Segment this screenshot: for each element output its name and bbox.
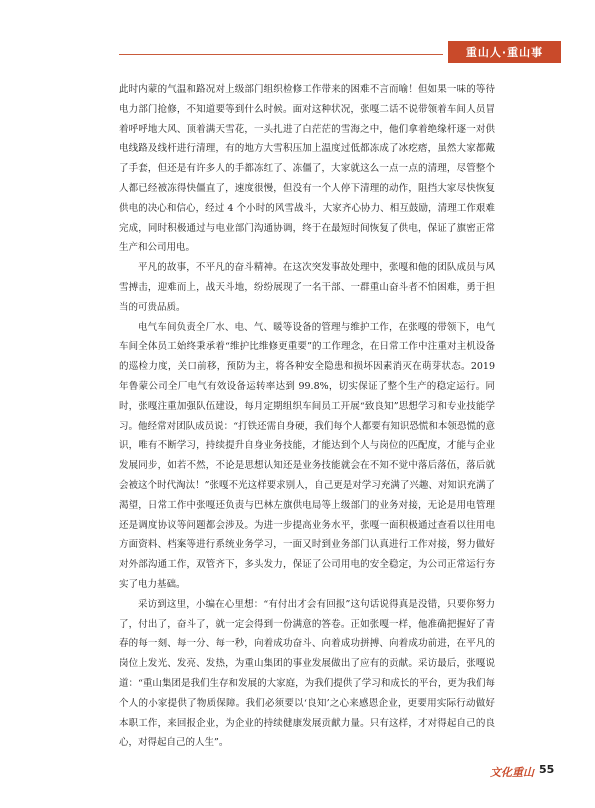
article-body [119,80,495,753]
paragraph: 电气车间负责全厂水、电、气、暖等设备的管理与维护工作，在张嘎的带领下，电气车间全体员工始终秉承着“维护比维修更重要”的工作理念，在日常工作中注重对主机设备的巡检力度，关口前移，预防为主，将各种安全隐患和损坏因素消灭在萌芽状态。2019 年鲁蒙公司全厂电气有效设备运转率达到 99.8%，切实保证了整个生产的稳定运行。同时，张嘎注重加强队伍建设，每月定期组织车间员工开展“致良知”思想学习和专业技能学习。他经常对团队成员说：“打铁还需自身硬，我们每个人都要有知识恐慌和本领恐慌的意识，唯有不断学习，持续提升自身业务技能，才能达到个人与岗位的匹配度，才能与企业发展同步，如若不然，不论是思想认知还是业务技能就会在不知不觉中落后落伍，落后就会被这个时代淘汰！”张嘎不光这样要求别人，自己更是对学习充满了兴趣、对知识充满了渴望，日常工作中张嘎还负责与巴林左旗供电局等上级部门的业务对接，无论是用电管理还是调度协议等问题都会涉及。为进一步提高业务水平，张嘎一面积极通过查看以往用电方面资料、档案等进行系统业务学习，一面又时到业务部门认真进行工作对接，努力做好对外部沟通工作，双管齐下，多头发力，保证了公司用电的安全稳定，为公司正常运行夯实了电力基础。 [119,321,495,590]
paragraph: 采访到这里，小编在心里想：“有付出才会有回报”这句话说得真是没错，只要你努力了，付出了，奋斗了，就一定会得到一份满意的答卷。正如张嘎一样，他准确把握好了青春的每一刻、每一分、每一秒，向着成功奋斗、向着成功拼搏、向着成功前进，在平凡的岗位上发光、发亮、发热，为重山集团的事业发展做出了应有的贡献。采访最后，张嘎说道：“重山集团是我们生存和发展的大家庭，为我们提供了学习和成长的平台，更为我们每个人的小家提供了物质保障。我们必须要以‘良知’之心来感恩企业，更要用实际行动做好本职工作，来回报企业，为企业的持续健康发展贡献力量。只有这样，才对得起自己的良心，对得起自己的人生”。 [119,598,495,749]
paragraph: 平凡的故事，不平凡的奋斗精神。在这次突发事故处理中，张嘎和他的团队成员与风雪搏击，迎难而上，战天斗地，纷纷展现了一名干部、一群重山奋斗者不怕困难，勇于担当的可贵品质。 [119,262,495,313]
paragraph: 此时内蒙的气温和路况对上级部门组织检修工作带来的困难不言而喻！但如果一味的等待电力部门抢修，不知道要等到什么时候。面对这种状况，张嘎二话不说带领着车间人员冒着呼呼地大风、顶着满天雪花，一头扎进了白茫茫的雪海之中，他们拿着绝缘杆逐一对供电线路及线杆进行清理，有的地方大雪积压加上温度过低都冻成了冰疙瘩，虽然大家都戴了手套，但还是有许多人的手都冻红了、冻僵了，大家就这么一点一点的清理，尽管整个人都已经被冻得快僵直了，速度很慢，但没有一个人停下清理的动作，阻挡大家尽快恢复供电的决心和信心，经过 4 个小时的风雪战斗，大家齐心协力、相互鼓励，清理工作艰难完成，同时积极通过与电业部门沟通协调，终于在最短时间恢复了供电，保证了旗密正常生产和公司用电。 [119,84,495,254]
publication-logo: 文化重山 [490,766,534,779]
section-tag: 重山人·重山事 [448,41,561,63]
page-number: 55 [539,763,555,776]
header-rule [119,54,443,55]
